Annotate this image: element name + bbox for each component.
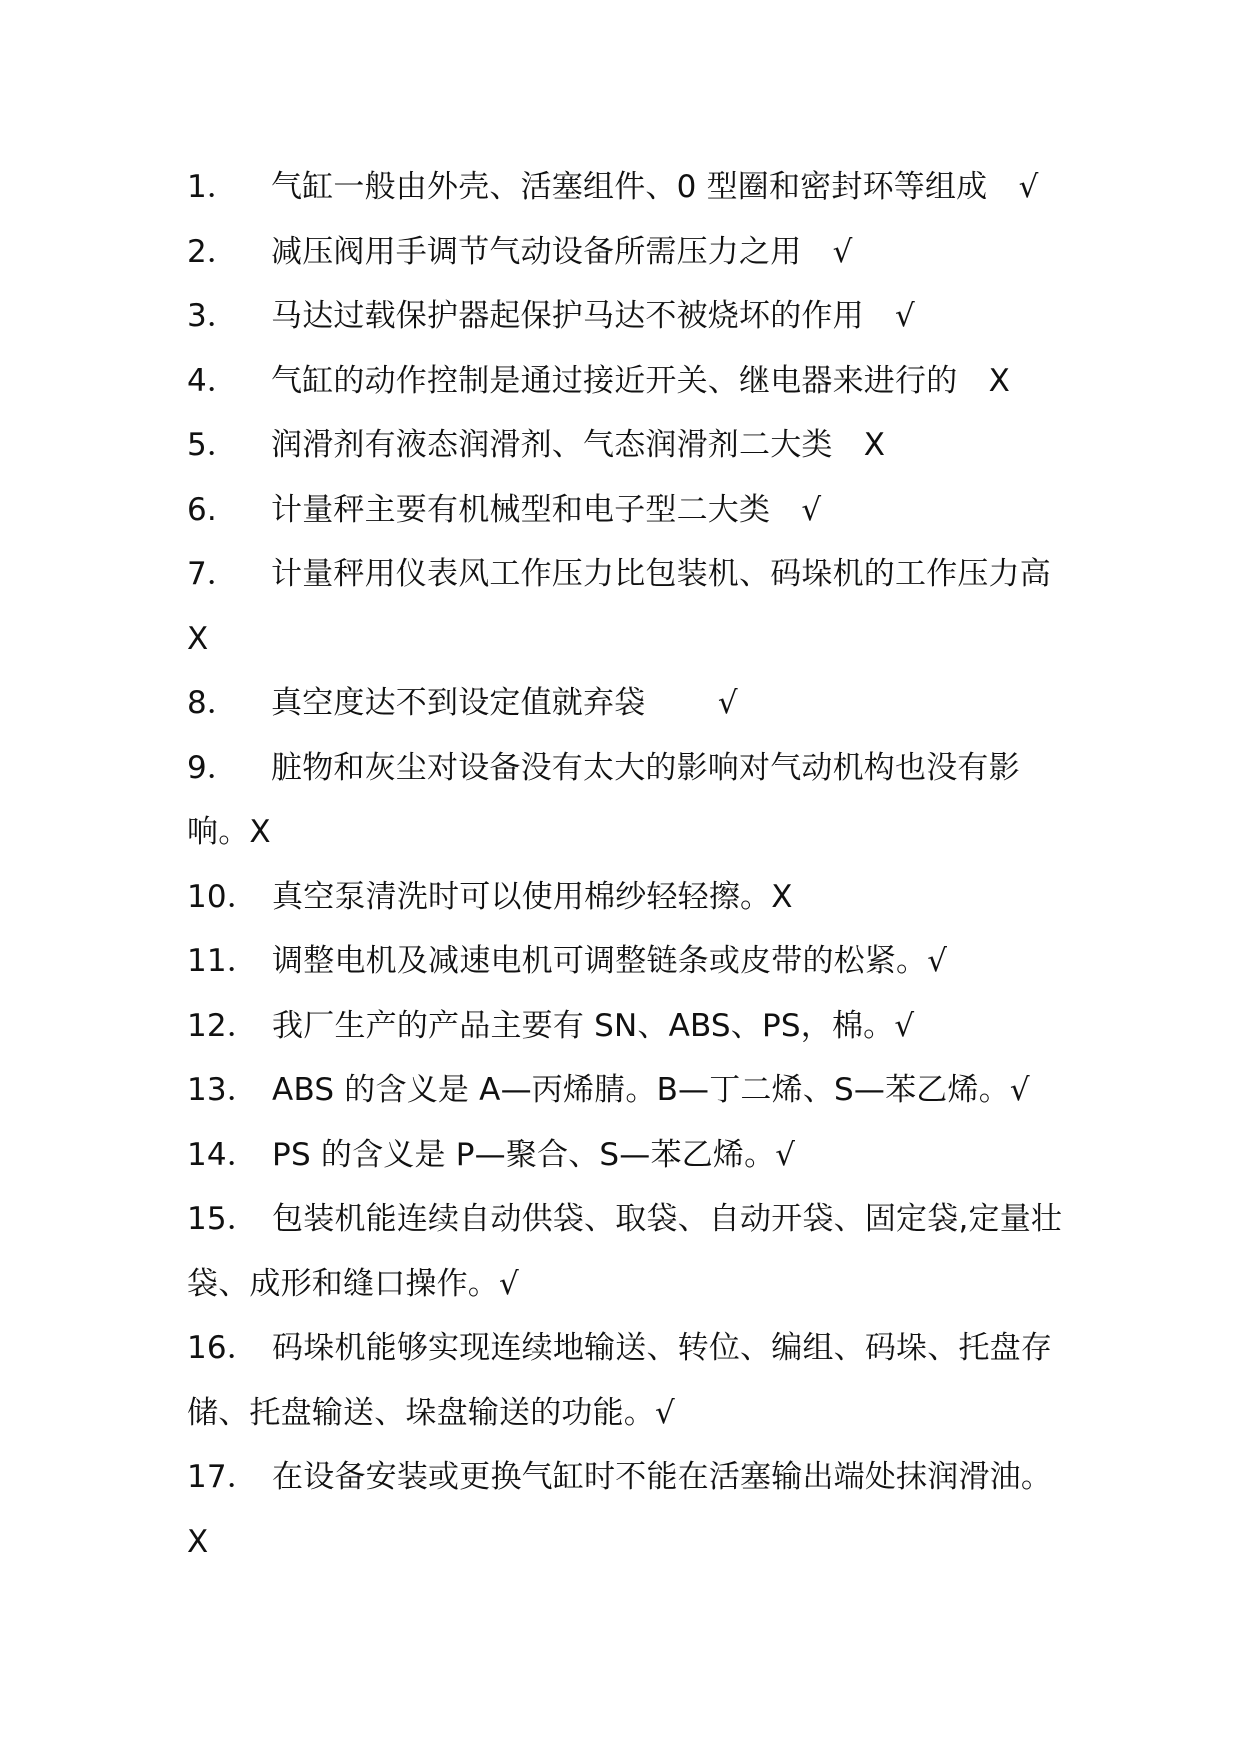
question-text: 计量秤用仪表风工作压力比包装机、码垛机的工作压力高 X (187, 556, 1093, 657)
question-item-15 (187, 1187, 1067, 1316)
question-item-10 (187, 865, 1087, 930)
question-item-12 (187, 994, 1087, 1059)
question-number: 13． (187, 1072, 259, 1108)
question-item-14 (187, 1123, 1087, 1188)
question-number: 2． (187, 233, 239, 270)
question-text: 真空泵清洗时可以使用棉纱轻轻擦。X (272, 878, 793, 915)
question-text: 气缸的动作控制是通过接近开关、继电器来进行的 X (271, 362, 1011, 399)
question-number: 12． (187, 1007, 259, 1044)
question-item-16 (187, 1316, 1067, 1445)
question-text: PS 的含义是 P—聚合、S—苯乙烯。√ (272, 1136, 796, 1173)
question-item-13 (187, 1058, 1087, 1123)
question-number: 10． (187, 878, 259, 915)
question-text: 润滑剂有液态润滑剂、气态润滑剂二大类 X (271, 427, 886, 463)
true-false-question-list (187, 155, 1093, 1574)
question-item-4 (187, 349, 1087, 414)
question-item-5 (187, 413, 1087, 478)
question-number: 16． (187, 1330, 259, 1366)
question-number: 14． (187, 1136, 259, 1173)
question-number: 11． (187, 943, 259, 979)
question-item-2 (187, 220, 1087, 285)
question-text: 码垛机能够实现连续地输送、转位、编组、码垛、托盘存储、托盘输送、垛盘输送的功能。√ (187, 1330, 1053, 1431)
question-text: 真空度达不到设定值就弃袋 √ (271, 685, 738, 721)
question-number: 15． (187, 1201, 259, 1237)
question-number: 5． (187, 427, 239, 463)
question-number: 6. (187, 491, 217, 528)
question-text: 计量秤主要有机械型和电子型二大类 √ (271, 491, 822, 528)
question-item-9 (187, 736, 1067, 865)
question-item-7 (187, 542, 1093, 671)
question-number: 9． (187, 749, 239, 786)
question-text: 减压阀用手调节气动设备所需压力之用 √ (271, 233, 853, 270)
question-text: ABS 的含义是 A—丙烯腈。B—丁二烯、S—苯乙烯。√ (272, 1072, 1030, 1108)
question-number: 17． (187, 1459, 259, 1495)
question-item-8 (187, 671, 1087, 736)
question-text: 在设备安装或更换气缸时不能在活塞输出端处抹润滑油。X (187, 1459, 1053, 1560)
question-item-17 (187, 1445, 1067, 1574)
question-number: 3． (187, 298, 239, 334)
question-text: 包装机能连续自动供袋、取袋、自动开袋、固定袋,定量壮袋、成形和缝口操作。√ (187, 1201, 1063, 1302)
question-text: 我厂生产的产品主要有 SN、ABS、PS，棉。√ (272, 1007, 915, 1044)
question-text: 脏物和灰尘对设备没有太大的影响对气动机构也没有影响。X (187, 749, 1020, 850)
question-number: 4． (187, 362, 239, 399)
question-item-6 (187, 478, 1087, 543)
question-number: 8． (187, 685, 239, 721)
question-text: 马达过载保护器起保护马达不被烧坏的作用 √ (271, 298, 915, 334)
question-text: 气缸一般由外壳、活塞组件、0 型圈和密封环等组成 √ (271, 169, 1039, 205)
question-item-1 (187, 155, 1087, 220)
question-number: 7． (187, 556, 239, 592)
question-item-3 (187, 284, 1087, 349)
question-number: 1． (187, 169, 239, 205)
question-text: 调整电机及减速电机可调整链条或皮带的松紧。√ (272, 943, 948, 979)
question-item-11 (187, 929, 1087, 994)
